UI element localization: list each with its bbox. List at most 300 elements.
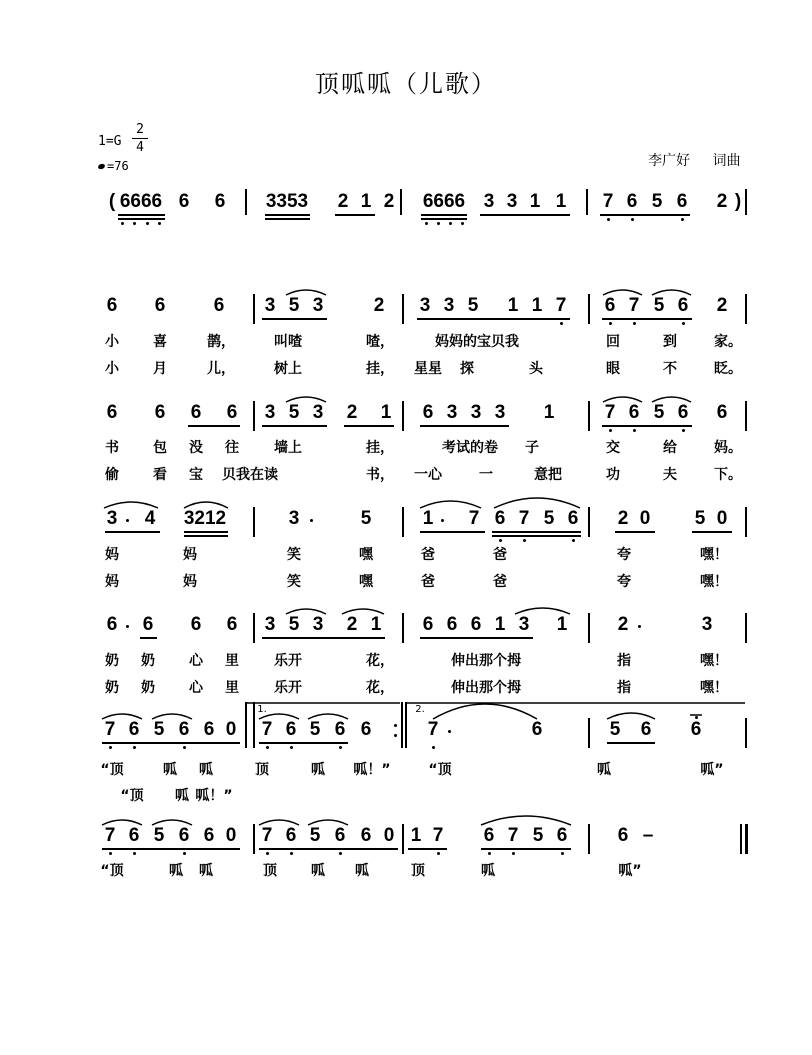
jianpu-note: 2 [617, 508, 629, 529]
jianpu-note: 1 [494, 614, 506, 635]
jianpu-note: 6 [422, 614, 434, 635]
note-dot [146, 222, 149, 225]
note-dot [437, 222, 440, 225]
note-dot [441, 519, 444, 522]
note-dot [633, 429, 636, 432]
lyric-syllable: 眨。 [714, 361, 742, 377]
lyric-syllable: 心 [189, 680, 203, 696]
barline [405, 702, 407, 748]
jianpu-note: 6 [178, 719, 190, 740]
note-dot [109, 746, 112, 749]
lyric-syllable: 嘿！ [700, 653, 728, 669]
close-paren: ) [734, 191, 742, 212]
song-title: 顶呱呱（儿歌） [315, 70, 497, 98]
jianpu-note: 6 [214, 191, 226, 212]
volta-label-second: 2. [415, 704, 425, 715]
lyric-syllable: 里 [225, 680, 239, 696]
jianpu-note: 6 [494, 508, 506, 529]
lyric-syllable: 指 [617, 653, 631, 669]
jianpu-note: 7 [427, 719, 439, 740]
lyric-syllable: 一心 [414, 467, 442, 483]
barline [402, 401, 404, 431]
lyric-syllable: 子 [525, 440, 539, 456]
jianpu-note: 6 [106, 402, 118, 423]
lyric-syllable: 墙上 [274, 440, 302, 456]
lyric-syllable: 笑 [287, 574, 301, 590]
note-underline [262, 425, 327, 427]
note-dot [560, 322, 563, 325]
jianpu-note: 1 [529, 191, 541, 212]
lyric-syllable: 回 [606, 334, 620, 350]
jianpu-note: 6 [677, 295, 689, 316]
note-dot [432, 746, 435, 749]
jianpu-note: 1 [555, 191, 567, 212]
jianpu-note: 7 [604, 402, 616, 423]
jianpu-note: 6666 [119, 191, 163, 212]
note-underline [344, 425, 394, 427]
key-signature: 1=G [98, 134, 122, 149]
lyric-syllable: 书 [105, 440, 119, 456]
lyric-syllable: 夸 [617, 574, 631, 590]
note-dot [561, 852, 564, 855]
jianpu-note: 6 [190, 402, 202, 423]
jianpu-note: 6 [567, 508, 579, 529]
lyric-syllable: 呱” [700, 762, 724, 778]
jianpu-note: 6 [190, 614, 202, 635]
lyric-syllable: 嘿！ [700, 547, 728, 563]
jianpu-note: 7 [507, 825, 519, 846]
note-underline [481, 848, 571, 850]
note-dot [512, 852, 515, 855]
lyric-syllable: 家。 [714, 334, 742, 350]
lyric-syllable: 喳， [366, 334, 394, 350]
jianpu-note: 7 [432, 825, 444, 846]
lyric-syllable: 呱 [311, 863, 325, 879]
note-dot [682, 429, 685, 432]
note-underline [607, 742, 655, 744]
lyric-syllable: 奶 [141, 653, 155, 669]
lyric-syllable: 贝我在读 [222, 467, 278, 483]
note-dot [394, 724, 397, 727]
lyric-syllable: 看 [153, 467, 167, 483]
note-underline [420, 531, 485, 533]
note-underline [417, 318, 570, 320]
lyric-syllable: 小 [105, 361, 119, 377]
note-underline [105, 531, 160, 533]
note-underline [102, 742, 240, 744]
lyric-syllable: 嘿 [359, 574, 373, 590]
note-dot [609, 322, 612, 325]
jianpu-note: 5 [653, 402, 665, 423]
jianpu-note: 3 [483, 191, 495, 212]
jianpu-note: 6 [617, 825, 629, 846]
jianpu-note: 5 [651, 191, 663, 212]
jianpu-note: 0 [716, 508, 728, 529]
barline [253, 702, 255, 748]
jianpu-note: 7 [602, 191, 614, 212]
note-dot [133, 222, 136, 225]
barline [588, 613, 590, 643]
jianpu-note: 6 [106, 614, 118, 635]
jianpu-note: 6 [154, 402, 166, 423]
lyric-syllable: 妈 [105, 547, 119, 563]
lyric-syllable: 妈。 [714, 440, 742, 456]
jianpu-note: 6 [226, 402, 238, 423]
note-underline [492, 535, 581, 537]
barline [588, 401, 590, 431]
note-dot [290, 746, 293, 749]
slur [433, 704, 537, 719]
note-underline [102, 848, 240, 850]
jianpu-note: 6 [360, 719, 372, 740]
note-underline [140, 637, 157, 639]
jianpu-note: 6 [556, 825, 568, 846]
jianpu-note: 6 [626, 191, 638, 212]
note-dot [572, 539, 575, 542]
lyric-syllable: 奶 [105, 653, 119, 669]
lyric-syllable: 挂， [366, 440, 394, 456]
note-dot [183, 746, 186, 749]
lyric-syllable: 考试的卷 [442, 440, 498, 456]
jianpu-note: 6 [640, 719, 652, 740]
lyric-syllable: 花， [366, 680, 394, 696]
jianpu-note: 3 [264, 614, 276, 635]
note-dot [266, 852, 269, 855]
jianpu-note: 3 [312, 614, 324, 635]
note-underline [408, 848, 447, 850]
barline [245, 702, 247, 748]
jianpu-note: 1 [556, 614, 568, 635]
note-underline [420, 637, 533, 639]
barline [588, 507, 590, 537]
jianpu-note: 6 [334, 719, 346, 740]
lyric-syllable: 伸出那个拇 [451, 653, 521, 669]
note-underline [118, 218, 165, 220]
lyric-syllable: 妈 [183, 547, 197, 563]
lyric-syllable: 妈 [105, 574, 119, 590]
lyric-syllable: 爸 [421, 547, 435, 563]
jianpu-note: 6 [285, 719, 297, 740]
note-underline [420, 425, 509, 427]
jianpu-note: 3 [106, 508, 118, 529]
note-underline [259, 742, 348, 744]
jianpu-note: 5 [153, 719, 165, 740]
lyric-syllable: 呱！” [195, 788, 233, 804]
note-dot [461, 222, 464, 225]
jianpu-note: 5 [609, 719, 621, 740]
note-underline [492, 531, 581, 533]
lyric-syllable: 夫 [663, 467, 677, 483]
barline [745, 718, 747, 748]
jianpu-note: 3 [506, 191, 518, 212]
lyric-syllable: 乐开 [274, 653, 302, 669]
barline [745, 189, 747, 215]
jianpu-note: 6 [483, 825, 495, 846]
note-underline [265, 214, 310, 216]
lyric-syllable: 伸出那个拇 [451, 680, 521, 696]
lyric-syllable: 呱 [169, 863, 183, 879]
jianpu-note: 6 [677, 402, 689, 423]
note-dot [607, 218, 610, 221]
jianpu-note: 4 [144, 508, 156, 529]
jianpu-note: 2 [716, 295, 728, 316]
jianpu-note: 6 [531, 719, 543, 740]
lyric-syllable: “顶 [120, 788, 144, 804]
jianpu-note: 6 [716, 402, 728, 423]
lyric-syllable: 里 [225, 653, 239, 669]
jianpu-note: 5 [543, 508, 555, 529]
jianpu-note: 3 [312, 402, 324, 423]
jianpu-note: 5 [653, 295, 665, 316]
barline [402, 613, 404, 643]
jianpu-note: 6 [128, 825, 140, 846]
jianpu-note: 5 [467, 295, 479, 316]
jianpu-note: 2 [716, 191, 728, 212]
slur [494, 498, 580, 508]
barline [745, 294, 747, 324]
note-underline [615, 531, 655, 533]
jianpu-note: 6 [604, 295, 616, 316]
jianpu-note: 1 [531, 295, 543, 316]
jianpu-note: 6 [106, 295, 118, 316]
jianpu-note: 3 [264, 402, 276, 423]
barline [586, 189, 588, 215]
jianpu-note: 1 [507, 295, 519, 316]
lyric-syllable: 呱 [311, 762, 325, 778]
lyric-syllable: 花， [366, 653, 394, 669]
jianpu-note: 6 [142, 614, 154, 635]
note-dot [681, 218, 684, 221]
lyric-syllable: 顶 [255, 762, 269, 778]
lyric-syllable: 下。 [714, 467, 742, 483]
jianpu-note: 1 [370, 614, 382, 635]
jianpu-note: 7 [261, 719, 273, 740]
barline [400, 189, 402, 215]
note-dot [133, 746, 136, 749]
open-paren: ( [108, 191, 116, 212]
lyric-syllable: 爸 [493, 574, 507, 590]
jianpu-note: 7 [628, 295, 640, 316]
jianpu-note: 3212 [183, 508, 227, 529]
jianpu-note: 5 [309, 719, 321, 740]
jianpu-note: 5 [532, 825, 544, 846]
note-dot [290, 852, 293, 855]
note-underline [262, 318, 327, 320]
composer-credit: 李广好 词曲 [648, 153, 741, 169]
jianpu-note: 2 [337, 191, 349, 212]
lyric-syllable: 到 [663, 334, 677, 350]
note-underline [335, 214, 375, 216]
jianpu-note: 5 [288, 614, 300, 635]
jianpu-note: 7 [555, 295, 567, 316]
jianpu-note: 3 [419, 295, 431, 316]
note-underline [600, 214, 690, 216]
note-dot [158, 222, 161, 225]
jianpu-note: 5 [694, 508, 706, 529]
jianpu-note: 6 [285, 825, 297, 846]
time-numerator: 2 [136, 122, 144, 137]
note-dot [523, 539, 526, 542]
jianpu-note: 7 [104, 825, 116, 846]
jianpu-note: 1 [380, 402, 392, 423]
lyric-syllable: 小 [105, 334, 119, 350]
note-dot [488, 852, 491, 855]
note-dot [638, 625, 641, 628]
barline [402, 294, 404, 324]
lyric-syllable: 夸 [617, 547, 631, 563]
lyric-syllable: 宝 [189, 467, 203, 483]
note-underline [421, 218, 467, 220]
jianpu-note: 7 [518, 508, 530, 529]
jianpu-note: 3 [312, 295, 324, 316]
note-dot [631, 218, 634, 221]
barline [745, 613, 747, 643]
jianpu-note: 6 [203, 719, 215, 740]
jianpu-note: 3 [443, 295, 455, 316]
jianpu-note: 6 [446, 614, 458, 635]
jianpu-note: 6 [178, 825, 190, 846]
jianpu-note: 3 [264, 295, 276, 316]
lyric-syllable: 功 [606, 467, 620, 483]
lyric-syllable: 挂， [366, 361, 394, 377]
note-dot [133, 852, 136, 855]
lyric-syllable: 包 [153, 440, 167, 456]
lyric-syllable: 呱 [481, 863, 495, 879]
note-dot [121, 222, 124, 225]
time-denominator: 4 [136, 140, 144, 155]
note-underline [602, 318, 692, 320]
lyric-syllable: 妈 [183, 574, 197, 590]
slur [420, 501, 481, 508]
jianpu-note: 6 [178, 191, 190, 212]
lyric-syllable: 心 [189, 653, 203, 669]
jianpu-note: 1 [410, 825, 422, 846]
jianpu-note: 1 [543, 402, 555, 423]
lyric-syllable: 呱” [618, 863, 642, 879]
jianpu-note: 3353 [265, 191, 309, 212]
note-dot [109, 852, 112, 855]
lyric-syllable: 爸 [493, 547, 507, 563]
note-underline [188, 425, 240, 427]
note-dot [126, 519, 129, 522]
note-dot [126, 625, 129, 628]
tempo-value: =76 [107, 159, 129, 173]
jianpu-note: 6 [690, 719, 702, 740]
jianpu-note: 2 [617, 614, 629, 635]
jianpu-note: 3 [518, 614, 530, 635]
note-underline [184, 531, 228, 533]
lyric-syllable: 偷 [105, 467, 119, 483]
lyric-syllable: 眼 [606, 361, 620, 377]
lyric-syllable: 指 [617, 680, 631, 696]
barline [245, 189, 247, 215]
jianpu-note: 5 [288, 402, 300, 423]
lyric-syllable: 意把 [534, 467, 562, 483]
lyric-syllable: 笑 [287, 547, 301, 563]
lyric-syllable: 树上 [274, 361, 302, 377]
volta-label-first: 1. [257, 704, 267, 715]
jianpu-note: 6 [154, 295, 166, 316]
jianpu-note: 3 [470, 402, 482, 423]
jianpu-note: 6 [470, 614, 482, 635]
jianpu-note: 7 [468, 508, 480, 529]
lyric-syllable: 嘿！ [700, 574, 728, 590]
lyric-syllable: 给 [663, 440, 677, 456]
jianpu-note: 0 [225, 825, 237, 846]
lyric-syllable: 没 [189, 440, 203, 456]
lyric-syllable: 书， [366, 467, 394, 483]
lyric-syllable: 呱 [355, 863, 369, 879]
lyric-syllable: 不 [663, 361, 677, 377]
lyric-syllable: 鹊， [207, 334, 235, 350]
jianpu-note: 0 [225, 719, 237, 740]
lyric-syllable: 探 [460, 361, 474, 377]
lyric-syllable: 乐开 [274, 680, 302, 696]
jianpu-note: 7 [261, 825, 273, 846]
jianpu-note: 3 [288, 508, 300, 529]
jianpu-note: 6 [213, 295, 225, 316]
barline [588, 294, 590, 324]
lyric-syllable: 星星 [414, 361, 442, 377]
note-dot [425, 222, 428, 225]
lyric-syllable: 呱 [175, 788, 189, 804]
jianpu-note: 2 [346, 614, 358, 635]
lyric-syllable: 叫喳 [274, 334, 302, 350]
note-dot [695, 716, 698, 719]
lyric-syllable: 喜 [153, 334, 167, 350]
jianpu-note: 6 [422, 402, 434, 423]
note-dot [633, 322, 636, 325]
note-dot [266, 746, 269, 749]
lyric-syllable: 呱 [199, 863, 213, 879]
jianpu-note: 6666 [422, 191, 466, 212]
note-dot [394, 734, 397, 737]
barline [745, 507, 747, 537]
note-dot [437, 852, 440, 855]
lyric-syllable: 往 [225, 440, 239, 456]
lyric-syllable: 儿， [207, 361, 235, 377]
jianpu-note: 2 [373, 295, 385, 316]
jianpu-note: 2 [346, 402, 358, 423]
lyric-syllable: “顶 [100, 863, 124, 879]
barline [253, 613, 255, 643]
barline [253, 507, 255, 537]
note-dot [310, 519, 313, 522]
slur [481, 816, 571, 825]
jianpu-note: 5 [360, 508, 372, 529]
jianpu-note: 6 [226, 614, 238, 635]
note-underline [602, 425, 692, 427]
lyric-syllable: 奶 [105, 680, 119, 696]
barline [253, 294, 255, 324]
jianpu-note: 1 [360, 191, 372, 212]
jianpu-note: 1 [422, 508, 434, 529]
note-dot [449, 222, 452, 225]
note-dot [339, 852, 342, 855]
jianpu-note: 3 [701, 614, 713, 635]
note-underline [265, 218, 310, 220]
final-barline-thick [745, 824, 748, 854]
lyric-syllable: 呱！” [353, 762, 391, 778]
barline [402, 824, 404, 854]
lyric-syllable: “顶 [428, 762, 452, 778]
barline [588, 824, 590, 854]
lyric-syllable: 一 [479, 467, 493, 483]
note-underline [480, 214, 570, 216]
lyric-syllable: 嘿 [359, 547, 373, 563]
note-dot [499, 539, 502, 542]
note-dot [183, 852, 186, 855]
